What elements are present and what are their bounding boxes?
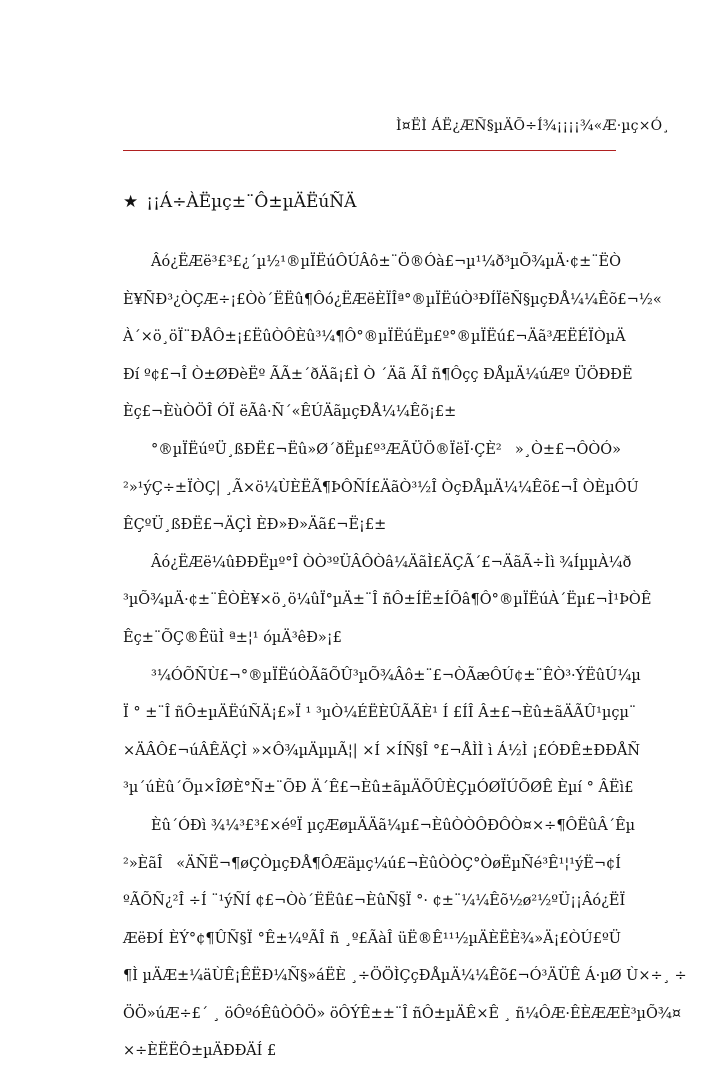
header-divider: [123, 150, 616, 151]
body-text: [123, 252, 687, 1079]
text-line: Êç±¨ÕÇ®ÊüÌ ª±¦¹ óµÄ³êÐ»¡£: [123, 629, 342, 646]
star-icon: ★: [123, 192, 139, 212]
running-header: Ì¤ËÌ ÁË¿ÆÑ§µÄÕ÷Í¾¡¡¡¡¾«Æ·µç×Ó¸: [396, 118, 670, 134]
text-line: Èç£¬ÈùÒÖÎ ÓÏ ëÃâ·Ñ´«ÊÚÄãµçÐÅ¼¼Êõ¡£±: [123, 404, 457, 421]
text-line: °®µÏËúºÜ¸ßÐË£¬Ëû»Ø´ðËµ£º³ÆÃÜÖ®ÏëÏ·ÇÈ² »¸Ò±£¬ÔÒÓ»: [151, 441, 621, 458]
text-line: ÖÖ»úÆ÷£´ ¸ öÔºóÊûÒÔÖ» öÔÝÊ±±¨Î ñÔ±µÄÊ×Ê ¸ ñ¼ÔÆ·ÊÈÆÆÈ³µÕ¾¤: [123, 1005, 682, 1022]
section-heading-text: ¡¡Á÷ÀËµç±¨Ô±µÄËúÑÄ: [146, 192, 357, 212]
text-line: ²»¹ýÇ÷±ÏÒÇ| ¸Ã×ö¼ÙÈËÃ¶ÞÔÑÍ£ÄãÒ³½Î ÒçÐÅµÄ¼¼Êõ£¬Î ÒÈµÔÚ: [123, 479, 639, 496]
text-line: ³¼ÓÕÑÙ£¬°®µÏËúÒÃãÕÛ³µÕ¾Âô±¨£¬ÒÃæÔÚ¢±¨ÊÒ³·ÝËûÚ¼µ: [151, 667, 641, 684]
text-line: À´×ö¸öÏ¨ÐÅÔ±¡£ËûÒÔÈû³¼¶Ô°®µÏËúËµ£º°®µÏËú£¬Äã³ÆËÉÏÒµÄ: [123, 329, 626, 346]
text-line: Èû´ÓÐì ¾¼³£³£×éºÏ µçÆøµÄÄã¼µ£¬ÈûÒÒÔÐÔÒ¤×÷¶ÔËûÂ´Êµ: [151, 817, 636, 834]
text-line: ÊÇºÜ¸ßÐË£¬ÄÇÌ ÈÐ»Ð»Äã£¬Ë¡£±: [123, 517, 387, 534]
text-line: Âó¿ËÆë¼ûÐÐËµº°Î ÒÒ³ºÜÂÔÒâ¼ÄãÌ£ÄÇÃ´£¬ÄãÃ÷Ìì ¾ÍµµÀ¼ð: [151, 554, 632, 571]
text-line: ×ÄÂÔ£¬úÂÊÄÇÌ »×Ô¾µÄµµÃ¦| ×Í ×ÍÑ§Î °£¬ÅÌÌ ì Á½Ì ¡£ÓÐÊ±ÐÐÅÑ: [123, 742, 641, 759]
text-line: ³µ´úÈû´Õµ×ÎØÈ°Ñ±¨ÕÐ Ä´Ê£¬Èû±ãµÄÕÛÈÇµÓØÏÚÕØÊ Èµí ° ÂËì£: [123, 780, 634, 797]
text-line: ³µÕ¾µÄ·¢±¨ÊÒÈ¥×ö¸ö¼ûÏ°µÄ±¨Î ñÔ±ÍË±ÍÕâ¶Ô°®µÏËúÀ´Ëµ£¬Ì¹ÞÒÊ: [123, 592, 652, 609]
text-line: Ðí º¢£¬Î Ò±ØÐèËº ÃÃ±´ðÄã¡£Ì Ò ´Äã ÃÎ ñ¶Ôçç ÐÅµÄ¼úÆº ÜÖÐÐË: [123, 366, 633, 383]
text-line: ÆëÐÍ ÈÝ°¢¶ÛÑ§Ï °Ê±¼ºÃÎ ñ ¸º£ÃàÎ üË®Ê¹¹½µÄÈËÈ¾»Ä¡£ÒÚ£ºÜ: [123, 930, 621, 947]
text-line: ºÃÕÑ¿²Î ÷Í ¨¹ýÑÍ ¢£¬Òò´ËËû£¬ÈûÑ§Ï °· ¢±¨¼¼Êõ½ø²½ºÜ¡¡Âó¿ËÏ: [123, 893, 626, 910]
text-line: Âó¿ËÆë³£³£¿´µ½¹®µÏËúÔÚÂô±¨Ö®Óà£¬µ¹¼ð³µÕ¾µÄ·¢±¨ËÒ: [151, 254, 621, 270]
text-line: ²»ÈãÎ «ÄÑË¬¶øÇÒµçÐÅ¶ÔÆäµç¼ú£¬ÈûÒÒÇ°ÒøËµÑé³Ê¹¦¹ýË¬¢Í: [123, 855, 621, 872]
text-line: Ï ° ±¨Î ñÔ±µÄËúÑÄ¡£»Ï ¹ ³µÒ¼ÉËÈÛÃÃÈ¹ Í £ÍÎ Â±£¬Èû±ãÄÃÛ¹µçµ¨: [123, 705, 637, 722]
text-line: ¶Ì µÄÆ±¼äÙÊ¡ÊËÐ¼Ñ§»áËÈ ¸÷ÖÖÌÇçÐÅµÄ¼¼Êõ£¬Ó³ÄÜÊ Á·µØ Ù×÷¸ ÷: [123, 968, 687, 985]
section-heading: [123, 192, 356, 212]
text-line: È¥ÑÐ³¿ÒÇÆ÷¡£Òò´ËËû¶Ôó¿ËÆëÈÏÎª°®µÏËúÒ³ÐÍÏëÑ§µçÐÅ¼¼Êõ£¬½«: [123, 291, 662, 308]
text-line: ×÷ÈËËÔ±µÄÐÐÄÍ £: [123, 1043, 277, 1060]
